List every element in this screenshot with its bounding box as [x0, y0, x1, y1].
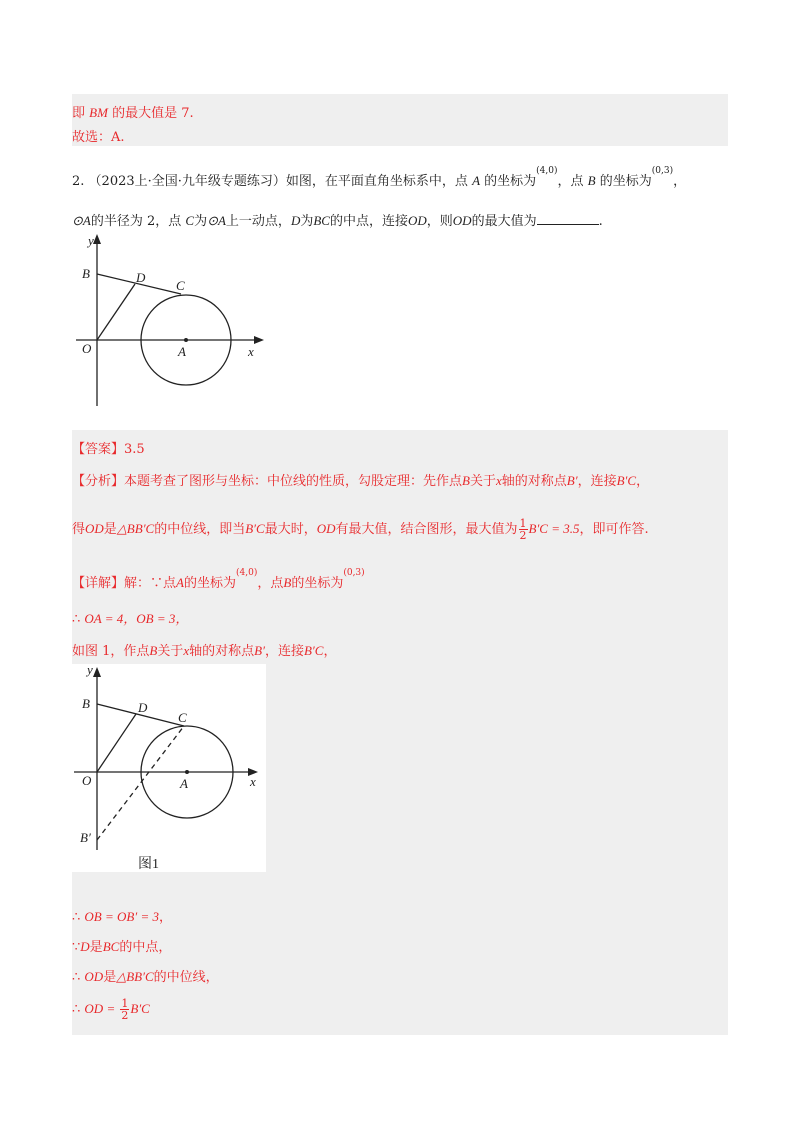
label-o: O	[82, 341, 92, 356]
label-c-2: C	[178, 710, 187, 725]
x-arrow	[254, 336, 264, 344]
y-arrow	[93, 234, 101, 244]
question-line-2: ⊙A的半径为 2，点 C为⊙A上一动点，D为BC的中点，连接OD，则OD的最大值为 .	[72, 213, 603, 229]
label-b: B	[82, 266, 90, 281]
answer-value: 3.5	[124, 442, 145, 457]
label-o-2: O	[82, 773, 92, 788]
label-b-2: B	[82, 696, 90, 711]
analysis-line-1: 【分析】本题考查了图形与坐标：中位线的性质，勾股定理：先作点B关于x轴的对称点B′，连接B′C，	[72, 473, 650, 489]
question-figure	[72, 232, 272, 410]
label-d-2: D	[138, 700, 148, 715]
answer-line	[72, 438, 145, 457]
figure-caption: 图1	[138, 857, 159, 872]
segment-od	[97, 284, 135, 340]
step-3: ∴ OD是△BB′C的中位线，	[72, 969, 219, 985]
segment-od-2	[97, 714, 136, 772]
segment-bpc-dashed	[97, 726, 184, 840]
analysis-line-2: 得OD是△BB′C的中位线，即当B′C最大时，OD有最大值，结合图形，最大值为 $\frac{1}{2}$ B′C = 3.5，即可作答.	[72, 517, 649, 542]
detail-line-1: 【详解】解：∵点A的坐标为$^{(4,0)}$，点B的坐标为$^{(0,3)}$	[72, 568, 365, 591]
label-y-2: y	[87, 664, 93, 677]
analysis-fraction: $\frac{1}{2}$	[519, 517, 527, 542]
step-1: ∴ OB = OB′ = 3，	[72, 909, 172, 925]
y-arrow-2	[93, 667, 101, 677]
step-2: ∵D是BC的中点，	[72, 939, 172, 955]
analysis-label: 【分析】	[72, 474, 125, 489]
top-solution-line-2: 故选：A.	[72, 130, 125, 145]
point-a-dot-2	[185, 770, 189, 774]
label-c: C	[176, 278, 185, 293]
label-y: y	[88, 233, 94, 248]
top-solution-line-1: 即 BM 的最大值是 7.	[72, 105, 194, 121]
question-line-1: 2. （2023上·全国·九年级专题练习）如图，在平面直角坐标系中，点 A 的坐标为$^{(4,0)}$，点 B 的坐标为$^{(0,3)}$，	[72, 166, 687, 189]
answer-blank	[537, 212, 599, 225]
detail-label: 【详解】	[72, 576, 125, 591]
detail-line-2: ∴ OA = 4，OB = 3，	[72, 611, 189, 627]
label-x: x	[248, 344, 254, 359]
step-4: ∴ OD = $\frac{1}{2}$ B′C	[72, 997, 150, 1022]
label-a-2: A	[180, 776, 188, 791]
label-bprime: B′	[80, 830, 91, 845]
point-a-dot	[184, 338, 188, 342]
step-4-fraction: $\frac{1}{2}$	[121, 997, 129, 1022]
answer-label: 【答案】	[72, 442, 125, 457]
label-d: D	[136, 270, 146, 285]
label-x-2: x	[250, 774, 256, 789]
label-a: A	[178, 344, 186, 359]
detail-line-3: 如图 1，作点B关于x轴的对称点B′，连接B′C，	[72, 643, 337, 659]
solution-figure	[72, 664, 266, 872]
